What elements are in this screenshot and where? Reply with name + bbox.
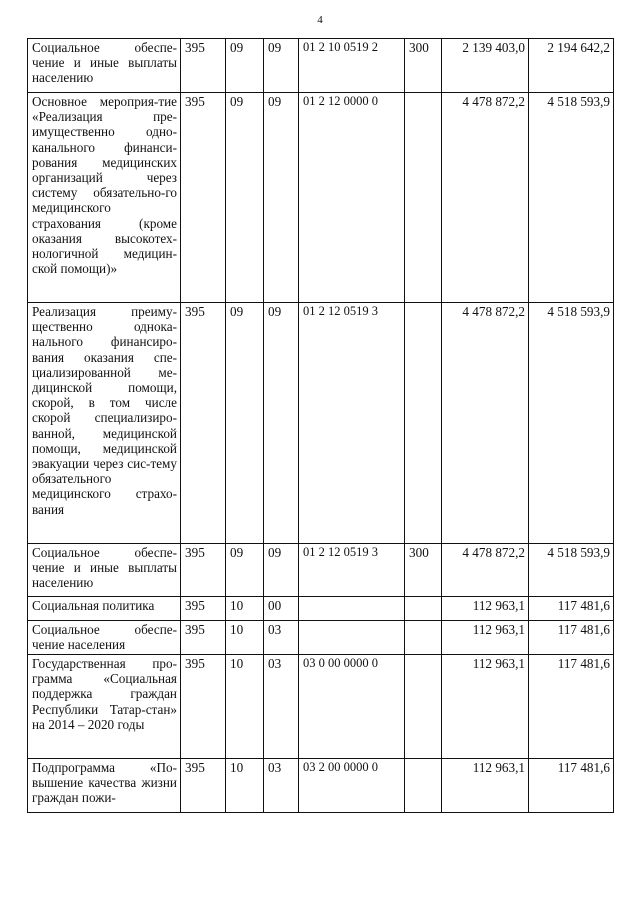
table-row	[28, 303, 614, 544]
row-year2: 4 518 593,9	[529, 303, 614, 544]
table-row	[28, 597, 614, 621]
row-pr: 09	[264, 39, 299, 93]
row-name: Реализация преиму-щественно однока-нального финансиро-вания оказания спе-циализированной ме-дицинской помощи, скорой, в том числе скорой специализиро-ванной, медицинской помощи, медицинской эвакуации через сис-тему обязательного медицинского страхо-вания	[28, 303, 181, 544]
row-year2: 117 481,6	[529, 597, 614, 621]
row-rz: 09	[226, 544, 264, 597]
row-ved: 395	[181, 93, 226, 303]
table-row	[28, 39, 614, 93]
row-csr: 03 2 00 0000 0	[299, 759, 405, 813]
row-csr	[299, 597, 405, 621]
row-rz: 09	[226, 93, 264, 303]
row-name: Основное мероприя-тие «Реализация пре-имущественно одно-канального финанси-рования медицинских организаций через систему обязательно-го медицинского страхования (кроме оказания высокотех-нологичной медицин-ской помощи)»	[28, 93, 181, 303]
row-year1: 112 963,1	[442, 759, 529, 813]
row-rz: 10	[226, 621, 264, 655]
row-pr: 09	[264, 303, 299, 544]
row-rz: 10	[226, 655, 264, 759]
row-ved: 395	[181, 544, 226, 597]
row-vr	[405, 655, 442, 759]
row-year1: 112 963,1	[442, 597, 529, 621]
row-ved: 395	[181, 759, 226, 813]
row-year1: 4 478 872,2	[442, 544, 529, 597]
budget-table	[27, 38, 614, 813]
table-row	[28, 759, 614, 813]
row-csr: 03 0 00 0000 0	[299, 655, 405, 759]
row-vr	[405, 621, 442, 655]
row-ved: 395	[181, 621, 226, 655]
table-row	[28, 544, 614, 597]
row-vr	[405, 93, 442, 303]
row-csr: 01 2 10 0519 2	[299, 39, 405, 93]
row-year2: 2 194 642,2	[529, 39, 614, 93]
row-name: Государственная про-грамма «Социальная поддержка граждан Республики Татар-стан» на 2014 – 2020 годы	[28, 655, 181, 759]
row-year1: 4 478 872,2	[442, 93, 529, 303]
row-pr: 00	[264, 597, 299, 621]
row-csr: 01 2 12 0519 3	[299, 544, 405, 597]
row-year2: 117 481,6	[529, 759, 614, 813]
row-rz: 09	[226, 39, 264, 93]
row-pr: 03	[264, 621, 299, 655]
row-name: Социальное обеспе-чение и иные выплаты населению	[28, 39, 181, 93]
row-year1: 112 963,1	[442, 655, 529, 759]
row-pr: 09	[264, 93, 299, 303]
table-row	[28, 621, 614, 655]
table-row	[28, 93, 614, 303]
row-year2: 117 481,6	[529, 621, 614, 655]
row-vr	[405, 597, 442, 621]
page-number: 4	[317, 14, 323, 26]
row-year2: 4 518 593,9	[529, 544, 614, 597]
row-rz: 10	[226, 759, 264, 813]
row-rz: 10	[226, 597, 264, 621]
row-year2: 4 518 593,9	[529, 93, 614, 303]
row-name: Подпрограмма «По-вышение качества жизни граждан пожи-	[28, 759, 181, 813]
row-pr: 09	[264, 544, 299, 597]
table-row	[28, 655, 614, 759]
row-vr	[405, 759, 442, 813]
row-pr: 03	[264, 655, 299, 759]
row-ved: 395	[181, 303, 226, 544]
row-ved: 395	[181, 597, 226, 621]
row-csr: 01 2 12 0519 3	[299, 303, 405, 544]
row-vr	[405, 303, 442, 544]
row-year1: 4 478 872,2	[442, 303, 529, 544]
row-pr: 03	[264, 759, 299, 813]
row-csr	[299, 621, 405, 655]
row-name: Социальное обеспе-чение населения	[28, 621, 181, 655]
row-year2: 117 481,6	[529, 655, 614, 759]
row-name: Социальное обеспе-чение и иные выплаты населению	[28, 544, 181, 597]
row-year1: 112 963,1	[442, 621, 529, 655]
row-vr: 300	[405, 39, 442, 93]
row-year1: 2 139 403,0	[442, 39, 529, 93]
row-ved: 395	[181, 655, 226, 759]
row-rz: 09	[226, 303, 264, 544]
row-vr: 300	[405, 544, 442, 597]
row-csr: 01 2 12 0000 0	[299, 93, 405, 303]
row-name: Социальная политика	[28, 597, 181, 621]
row-ved: 395	[181, 39, 226, 93]
